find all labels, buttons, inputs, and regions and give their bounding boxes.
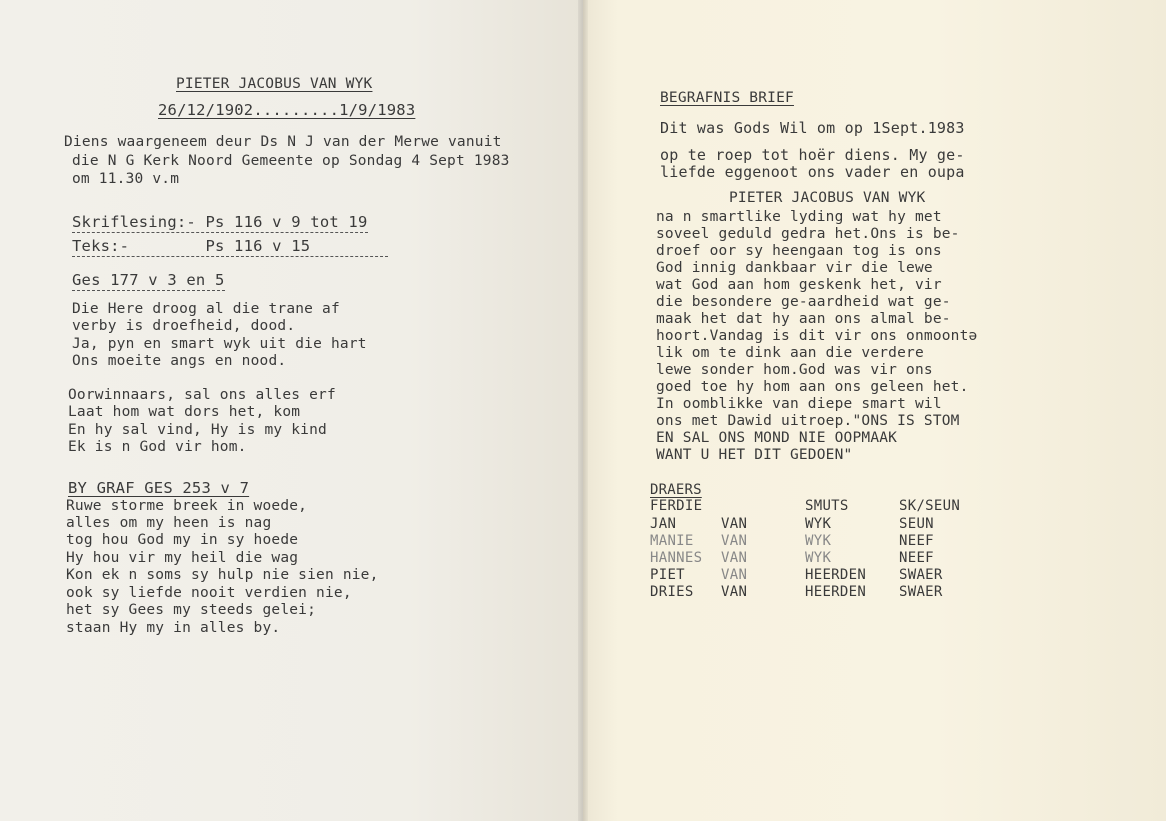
letter-line: EN SAL ONS MOND NIE OOPMAAK <box>656 430 898 446</box>
bearer-last: WYK <box>805 516 832 532</box>
bearer-first: JAN <box>650 516 677 532</box>
bearer-last: WYK <box>805 550 832 566</box>
hymn2-line: alles om my heen is nag <box>66 515 272 531</box>
life-dates: 26/12/1902.........1/9/1983 <box>158 101 416 119</box>
bearer-mid: VAN <box>721 533 748 549</box>
service-line-1: Diens waargeneem deur Ds N J van der Merwe vanuit <box>64 134 502 150</box>
hymn2-line: ook sy liefde nooit verdien nie, <box>66 585 352 601</box>
letter-line: ons met Dawid uitroep."ONS IS STOM <box>656 413 960 429</box>
bearers-heading: DRAERS <box>650 482 702 498</box>
bearer-relation: NEEF <box>899 550 934 566</box>
hymn1-v2-line: Ek is n God vir hom. <box>68 439 247 455</box>
letter-line: die besondere ge-aardheid wat ge- <box>656 294 951 310</box>
letter-line: liefde eggenoot ons vader en oupa <box>660 163 965 181</box>
bearer-last: HEERDEN <box>805 584 867 600</box>
bearer-relation: SEUN <box>899 516 934 532</box>
hymn1-v1-line: Ons moeite angs en nood. <box>72 353 287 369</box>
hymn2-line: Ruwe storme breek in woede, <box>66 498 308 514</box>
bearer-relation: NEEF <box>899 533 934 549</box>
deceased-name: PIETER JACOBUS VAN WYK <box>176 76 373 92</box>
hymn2-line: Hy hou vir my heil die wag <box>66 550 299 566</box>
service-line-3: om 11.30 v.m <box>72 171 180 187</box>
hymn2-line: het sy Gees my steeds gelei; <box>66 602 317 618</box>
bearer-mid: VAN <box>721 516 748 532</box>
bearer-relation: SWAER <box>899 584 943 600</box>
bearer-relation: SWAER <box>899 567 943 583</box>
hymn1-v1-line: verby is droefheid, dood. <box>72 318 296 334</box>
letter-line: soveel geduld gedra het.Ons is be- <box>656 226 960 242</box>
hymn2-title: BY GRAF GES 253 v 7 <box>68 479 250 497</box>
letter-line: In oomblikke van diepe smart wil <box>656 396 942 412</box>
bearer-first: FERDIE <box>650 498 703 514</box>
letter-line: maak het dat hy aan ons almal be- <box>656 311 951 327</box>
hymn1-v1-line: Die Here droog al die trane af <box>72 301 340 317</box>
letter-line: God innig dankbaar vir die lewe <box>656 260 933 276</box>
letter-line: wat God aan hom geskenk het, vir <box>656 277 942 293</box>
letter-line: droef oor sy heengaan tog is ons <box>656 243 942 259</box>
hymn2-line: Kon ek n soms sy hulp nie sien nie, <box>66 567 379 583</box>
letter-line: op te roep tot hoër diens. My ge- <box>660 146 965 164</box>
hymn1-v2-line: Oorwinnaars, sal ons alles erf <box>68 387 336 403</box>
bearer-mid: VAN <box>721 550 748 566</box>
bearer-last: HEERDEN <box>805 567 867 583</box>
bearer-first: MANIE <box>650 533 694 549</box>
bearer-first: PIET <box>650 567 685 583</box>
scripture-reading: Skriflesing:- Ps 116 v 9 tot 19 <box>72 213 368 231</box>
letter-heading: BEGRAFNIS BRIEF <box>660 90 794 106</box>
hymn1-v2-line: En hy sal vind, Hy is my kind <box>68 422 327 438</box>
bearer-relation: SK/SEUN <box>899 498 961 514</box>
letter-line: goed toe hy hom aan ons geleen het. <box>656 379 969 395</box>
letter-deceased-name: PIETER JACOBUS VAN WYK <box>729 190 926 206</box>
hymn1-title: Ges 177 v 3 en 5 <box>72 271 225 289</box>
letter-line: Dit was Gods Wil om op 1Sept.1983 <box>660 119 965 137</box>
hymn2-line: tog hou God my in sy hoede <box>66 532 299 548</box>
bearer-mid: VAN <box>721 584 748 600</box>
bearer-first: DRIES <box>650 584 694 600</box>
service-line-2: die N G Kerk Noord Gemeente op Sondag 4 Sept 1983 <box>72 153 510 169</box>
bearer-first: HANNES <box>650 550 703 566</box>
letter-line: lik om te dink aan die verdere <box>656 345 924 361</box>
hymn1-v1-line: Ja, pyn en smart wyk uit die hart <box>72 336 367 352</box>
hymn1-v2-line: Laat hom wat dors het, kom <box>68 404 301 420</box>
bearer-last: WYK <box>805 533 832 549</box>
letter-line: na n smartlike lyding wat hy met <box>656 209 942 225</box>
sermon-text: Teks:- Ps 116 v 15 <box>72 238 388 257</box>
bearer-mid: VAN <box>721 567 748 583</box>
page-fold <box>578 0 588 821</box>
letter-line: lewe sonder hom.God was vir ons <box>656 362 933 378</box>
bearer-last: SMUTS <box>805 498 849 514</box>
letter-line: WANT U HET DIT GEDOEN" <box>656 447 853 463</box>
hymn2-line: staan Hy my in alles by. <box>66 620 281 636</box>
right-page <box>583 0 1166 821</box>
letter-line: hoort.Vandag is dit vir ons onmoontə <box>656 328 978 344</box>
